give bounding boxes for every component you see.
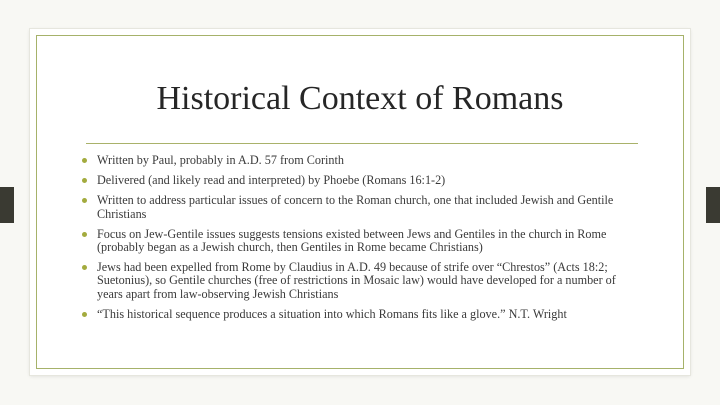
bullet-dot-icon <box>82 265 87 270</box>
bullet-dot-icon <box>82 312 87 317</box>
bullet-item <box>80 194 640 220</box>
title-divider <box>86 143 638 144</box>
bullet-dot-icon <box>82 232 87 237</box>
bullet-list <box>80 154 640 328</box>
bullet-dot-icon <box>82 158 87 163</box>
bullet-dot-icon <box>82 198 87 203</box>
slide-title: Historical Context of Romans <box>156 80 564 117</box>
right-edge-tab <box>706 187 720 223</box>
bullet-item <box>80 308 640 321</box>
bullet-text: Delivered (and likely read and interpreted) by Phoebe (Romans 16:1-2) <box>97 173 446 188</box>
bullet-text: Focus on Jew-Gentile issues suggests tensions existed between Jews and Gentiles in the church in Rome (probably began as a Jewish church, then Gentiles in Rome became Christians) <box>97 226 607 255</box>
bullet-text: “This historical sequence produces a situation into which Romans fits like a glove.” N.T. Wright <box>97 306 567 321</box>
bullet-text: Jews had been expelled from Rome by Claudius in A.D. 49 because of strife over “Chrestos” (Acts 18:2; Suetonius), so Gentile churches (free of restrictions in Mosaic law) would have developed for a number of years apart from law-observing Jewish Christians <box>97 260 616 301</box>
bullet-item <box>80 261 640 301</box>
bullet-text: Written to address particular issues of concern to the Roman church, one that included Jewish and Gentile Christians <box>97 193 614 221</box>
bullet-item <box>80 154 640 167</box>
bullet-item <box>80 174 640 187</box>
bullet-text: Written by Paul, probably in A.D. 57 from Corinth <box>97 153 344 167</box>
bullet-dot-icon <box>82 178 87 183</box>
left-edge-tab <box>0 187 14 223</box>
bullet-item <box>80 228 640 254</box>
